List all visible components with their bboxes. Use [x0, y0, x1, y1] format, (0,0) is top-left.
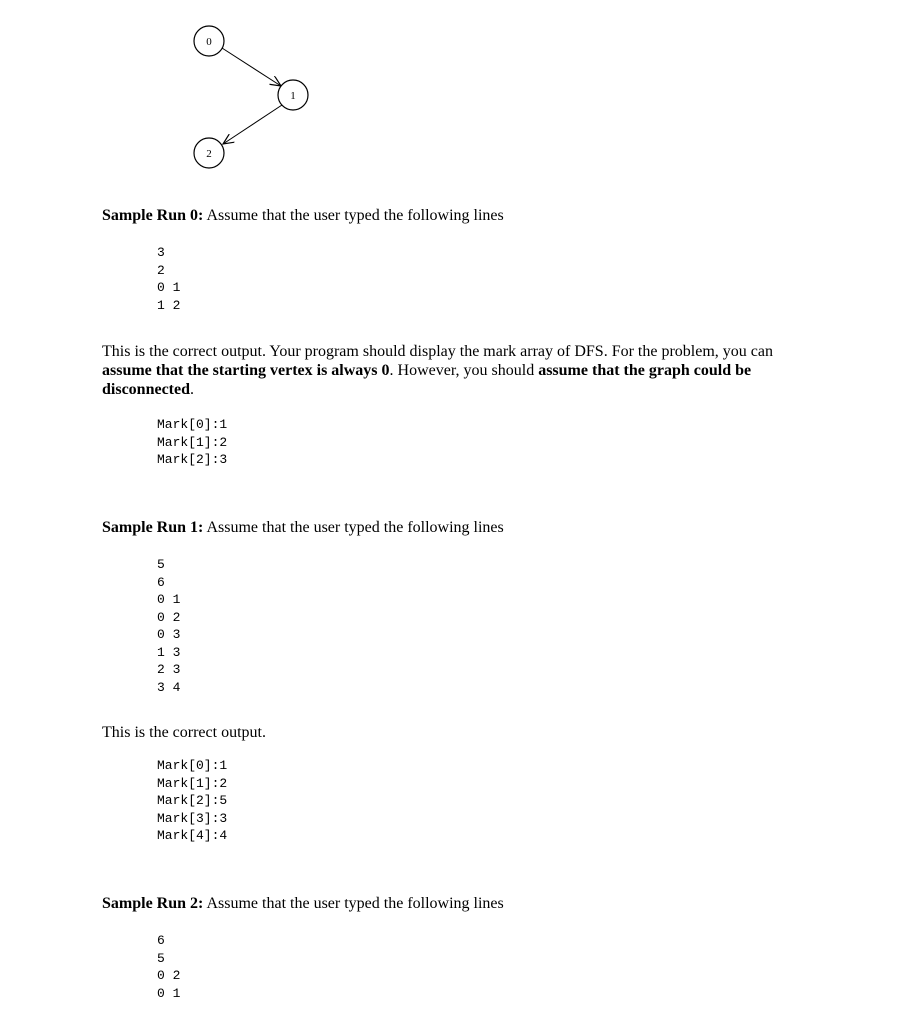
input-line: 6 — [157, 933, 165, 948]
input-line: 0 3 — [157, 627, 181, 642]
sample-run-1-input — [157, 556, 180, 696]
input-line: 6 — [157, 574, 165, 590]
sample-run-2-label: Sample Run 2: — [102, 895, 204, 912]
input-line: 0 1 — [157, 985, 181, 1001]
input-line: 5 — [157, 557, 165, 572]
note-text-3: . — [190, 381, 194, 398]
output-line: Mark[0]:1 — [157, 758, 228, 773]
graph-node-1 — [278, 80, 308, 110]
note-text-2: . However, you should — [389, 362, 539, 379]
input-line: 3 4 — [157, 679, 181, 695]
sample-run-0-input — [157, 244, 180, 314]
note-text: This is the correct output. — [102, 724, 266, 741]
input-line: 5 — [157, 950, 165, 966]
note-bold-1: assume that the starting vertex is always 0 — [102, 362, 390, 379]
sample-run-2-heading — [102, 894, 504, 913]
input-line: 2 3 — [157, 662, 181, 677]
sample-run-1-intro: Assume that the user typed the following lines — [203, 519, 504, 536]
note-text-1: This is the correct output. Your program should display the mark array of DFS. For the problem, you can — [102, 343, 773, 360]
sample-run-2-input — [157, 932, 180, 1002]
input-line: 3 — [157, 245, 165, 260]
input-line: 0 2 — [157, 968, 181, 983]
sample-run-0-heading — [102, 206, 504, 225]
input-line: 0 1 — [157, 592, 181, 607]
output-line: Mark[2]:5 — [157, 793, 228, 808]
graph-diagram — [0, 0, 920, 180]
output-line: Mark[4]:4 — [157, 828, 228, 843]
output-line: Mark[1]:2 — [157, 775, 228, 791]
input-line: 0 2 — [157, 609, 181, 625]
output-line: Mark[2]:3 — [157, 452, 228, 467]
input-line: 2 — [157, 262, 165, 278]
input-line: 1 2 — [157, 297, 181, 313]
sample-run-0-note — [102, 342, 822, 399]
graph-node-2 — [194, 138, 224, 168]
sample-run-1-output — [157, 757, 227, 845]
edge-0-1 — [222, 48, 281, 86]
output-line: Mark[0]:1 — [157, 417, 228, 432]
graph-node-0 — [194, 26, 224, 56]
sample-run-1-heading — [102, 518, 504, 537]
output-line: Mark[1]:2 — [157, 434, 228, 450]
node-label-1: 1 — [290, 90, 296, 102]
input-line: 0 1 — [157, 280, 181, 295]
note-bold-2: assume that the graph could be disconnected — [102, 362, 752, 398]
sample-run-2-intro: Assume that the user typed the following lines — [203, 895, 504, 912]
edge-1-2 — [223, 105, 282, 144]
node-label-2: 2 — [206, 148, 212, 160]
output-line: Mark[3]:3 — [157, 810, 228, 826]
sample-run-1-label: Sample Run 1: — [102, 519, 204, 536]
sample-run-0-intro: Assume that the user typed the following lines — [203, 207, 504, 224]
sample-run-0-output — [157, 416, 227, 469]
sample-run-1-note — [102, 723, 266, 742]
sample-run-0-label: Sample Run 0: — [102, 207, 204, 224]
node-label-0: 0 — [206, 36, 212, 48]
input-line: 1 3 — [157, 644, 181, 660]
